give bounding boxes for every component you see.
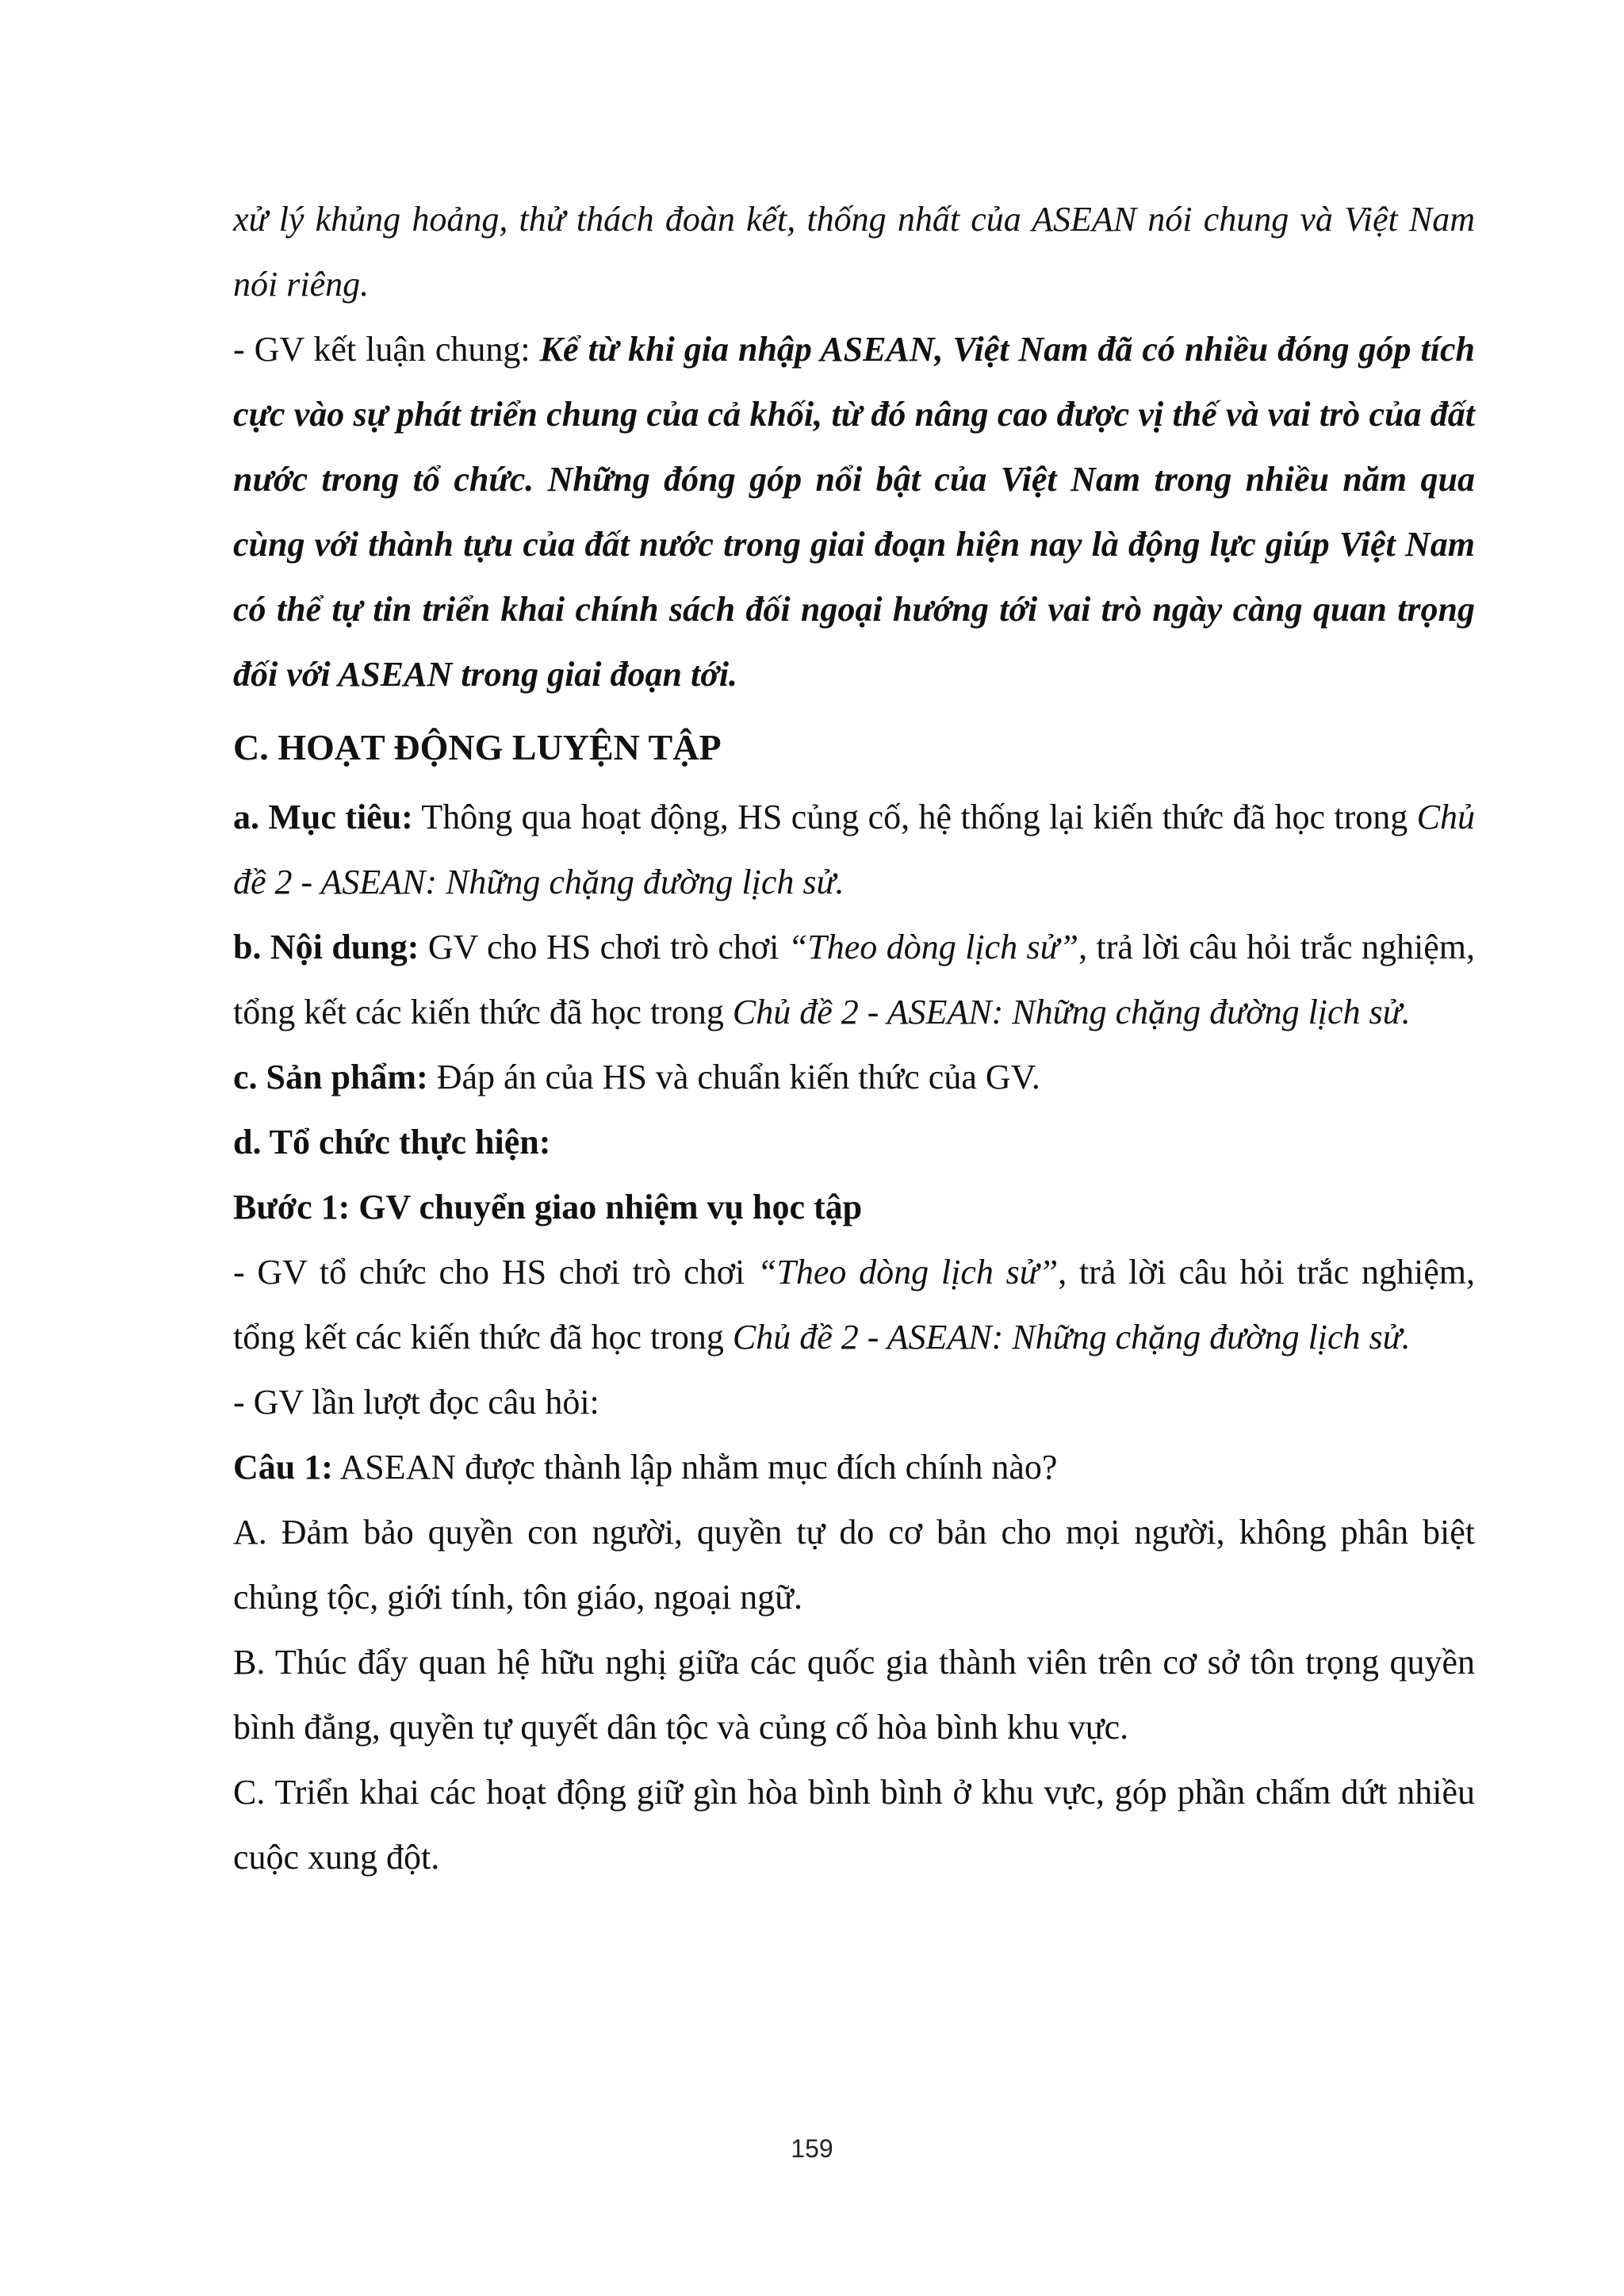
buoc-1-label: Bước 1: GV chuyển giao nhiệm vụ học tập xyxy=(233,1188,863,1226)
noi-dung-topic: Chủ đề 2 - ASEAN: Những chặng đường lịch sử. xyxy=(732,993,1411,1031)
paragraph-gv-to-chuc xyxy=(233,1240,1475,1370)
option-b-text: B. Thúc đẩy quan hệ hữu nghị giữa các quốc gia thành viên trên cơ sở tôn trọng quyền bình đẳng, quyền tự quyết dân tộc và củng cố hòa bình khu vực. xyxy=(233,1643,1475,1747)
muc-tieu-text: Thông qua hoạt động, HS củng cố, hệ thống lại kiến thức đã học trong xyxy=(412,798,1417,836)
crisis-text: xử lý khủng hoảng, thử thách đoàn kết, thống nhất của ASEAN nói chung và Việt Nam nói riêng. xyxy=(233,200,1475,304)
page-body xyxy=(233,187,1475,1890)
gv-doc-text: - GV lần lượt đọc câu hỏi: xyxy=(233,1383,599,1422)
option-c-text: C. Triển khai các hoạt động giữ gìn hòa bình bình ở khu vực, góp phần chấm dứt nhiều cuộc xung đột. xyxy=(233,1773,1475,1877)
noi-dung-text-1: GV cho HS chơi trò chơi xyxy=(419,928,788,966)
option-b xyxy=(233,1630,1475,1760)
gv-to-chuc-topic: Chủ đề 2 - ASEAN: Những chặng đường lịch sử. xyxy=(732,1318,1411,1357)
paragraph-san-pham xyxy=(233,1045,1475,1110)
gv-to-chuc-text-2: , trả lời câu hỏi trắc nghiệm, tổng kết các kiến thức đã học trong xyxy=(233,1253,1476,1357)
paragraph-muc-tieu xyxy=(233,785,1475,915)
option-a-text: A. Đảm bảo quyền con người, quyền tự do cơ bản cho mọi người, không phân biệt chủng tộc, giới tính, tôn giáo, ngoại ngữ. xyxy=(233,1513,1475,1617)
noi-dung-game: “Theo dòng lịch sử” xyxy=(787,928,1079,966)
option-a xyxy=(233,1500,1475,1630)
paragraph-crisis-continuation xyxy=(233,187,1475,317)
noi-dung-label: b. Nội dung: xyxy=(233,928,419,966)
question-1-text: ASEAN được thành lập nhằm mục đích chính nào? xyxy=(332,1448,1058,1487)
question-1 xyxy=(233,1435,1475,1500)
paragraph-gv-conclusion xyxy=(233,317,1475,707)
page-number: 159 xyxy=(791,2134,833,2163)
option-c xyxy=(233,1760,1475,1890)
paragraph-to-chuc xyxy=(233,1110,1475,1175)
section-heading-text: C. HOẠT ĐỘNG LUYỆN TẬP xyxy=(233,727,722,767)
muc-tieu-label: a. Mục tiêu: xyxy=(233,798,413,836)
conclusion-lead: - GV kết luận chung: xyxy=(233,330,540,369)
san-pham-text: Đáp án của HS và chuẩn kiến thức của GV. xyxy=(427,1058,1040,1096)
paragraph-buoc-1 xyxy=(233,1175,1475,1240)
section-heading xyxy=(233,710,1475,785)
paragraph-gv-doc-cau-hoi xyxy=(233,1370,1475,1435)
noi-dung-text-2: , trả lời câu hỏi trắc nghiệm, tổng kết các kiến thức đã học trong xyxy=(233,928,1475,1031)
paragraph-noi-dung xyxy=(233,915,1475,1045)
to-chuc-label: d. Tổ chức thực hiện: xyxy=(233,1123,551,1161)
gv-to-chuc-text-1: - GV tổ chức cho HS chơi trò chơi xyxy=(233,1253,757,1292)
gv-to-chuc-game: “Theo dòng lịch sử” xyxy=(756,1253,1059,1292)
muc-tieu-topic: Chủ đề 2 - ASEAN: Những chặng đường lịch sử. xyxy=(233,798,1475,901)
conclusion-text: Kể từ khi gia nhập ASEAN, Việt Nam đã có nhiều đóng góp tích cực vào sự phát triển chung của cả khối, từ đó nâng cao được vị thế và vai trò của đất nước trong tổ chức. Những đóng góp nổi bật của Việt Nam trong nhiều năm qua cùng với thành tựu của đất nước trong giai đoạn hiện nay là động lực giúp Việt Nam có thể tự tin triển khai chính sách đối ngoại hướng tới vai trò ngày càng quan trọng đối với ASEAN trong giai đoạn tới. xyxy=(233,330,1475,694)
question-1-label: Câu 1: xyxy=(233,1448,333,1487)
san-pham-label: c. Sản phẩm: xyxy=(233,1058,428,1096)
